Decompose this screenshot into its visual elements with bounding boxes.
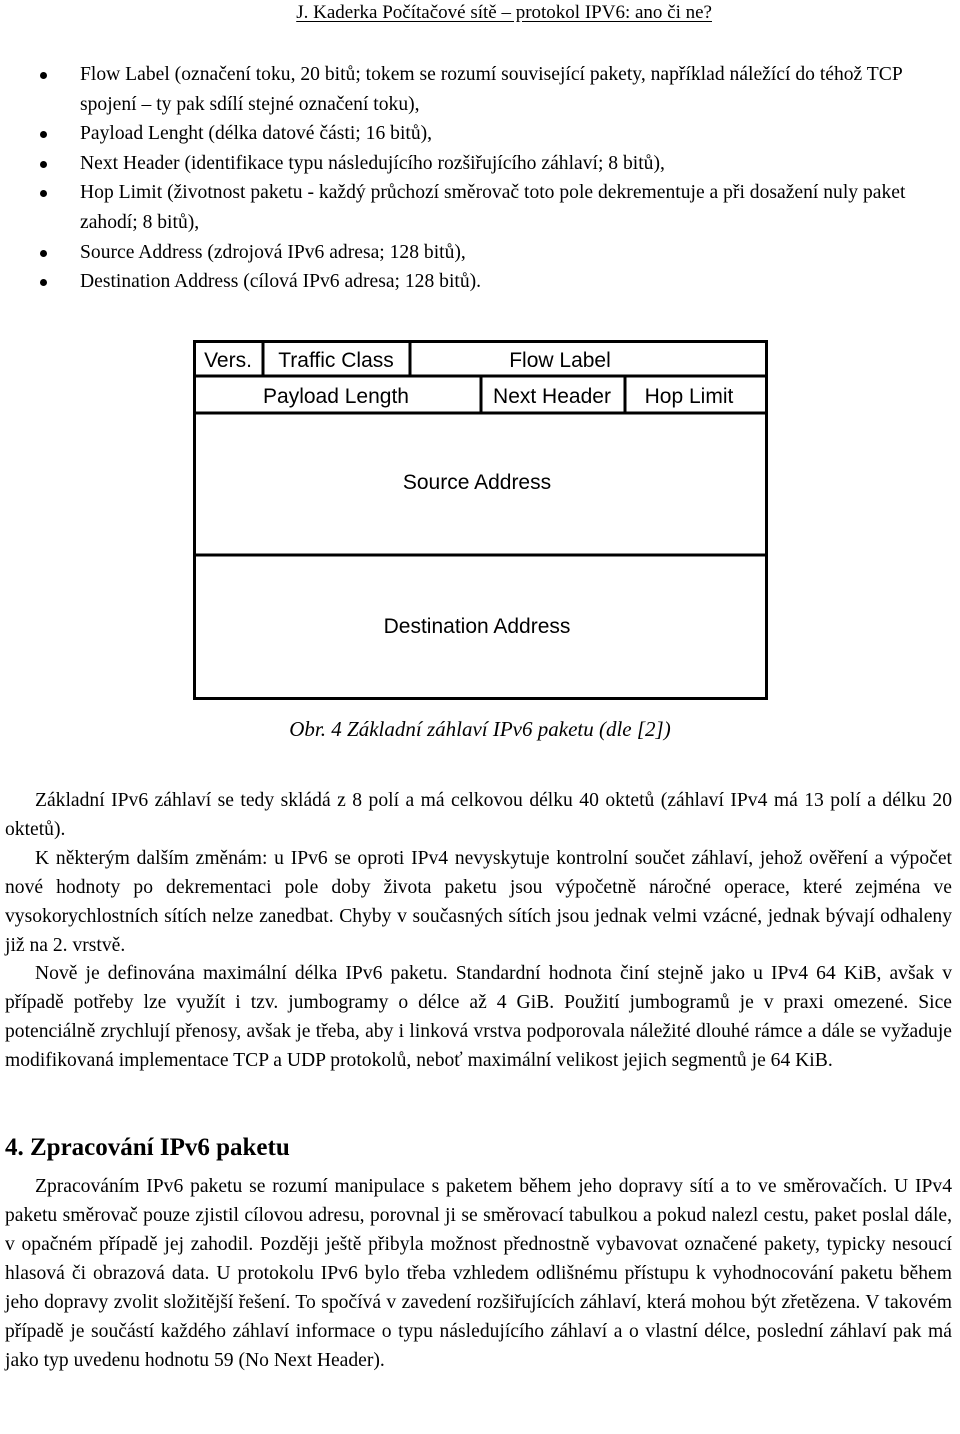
paragraph-checksum: K některým dalším změnám: u IPv6 se oproti IPv4 nevyskytuje kontrolní součet záhlaví, jehož ověření a výpočet nové hodnoty po dekrementaci pole doby života paketu jsou výpočetně náročné operace, které zejména ve vysokorychlostních sítích nelze zanedbat. Chyby v současných sítích jsou jednak velmi vzácné, jednak bývají odhaleny již na 2. vrstvě. [5, 848, 952, 956]
list-item-hop-limit: Hop Limit (životnost paketu - každý průchozí směrovač toto pole dekrementuje a při dosažení nuly paket zahodí; 8 bitů), [40, 178, 955, 237]
field-traffic-class: Traffic Class [278, 349, 394, 372]
paragraph-jumbograms: Nově je definována maximální délka IPv6 paketu. Standardní hodnota činí stejně jako u IPv4 64 KiB, avšak v případě potřeby lze využít i tzv. jumbogramy o délce až 4 GiB. Použití jumbogramů je v praxi omezené. Sice potenciálně zrychlují přenosy, avšak je třeba, aby i linková vrstva podporovala náležité dlouhé rámce a dále se vyžaduje modifikovaná implementace TCP a UDP protokolů, neboť maximální velikost jejich segmentů je 64 KiB. [5, 963, 952, 1071]
field-version: Vers. [204, 349, 252, 372]
running-header: J. Kaderka Počítačové sítě – protokol IPV6: ano či ne? [296, 2, 712, 23]
paragraph-processing: Zpracováním IPv6 paketu se rozumí manipulace s paketem během jeho dopravy sítí a to ve směrovačích. U IPv4 paketu směrovač pouze zjistil cílovou adresu, porovnal ji se směrovací tabulkou a pokud nalezl cestu, paket poslal dále, v opačném případě jej zahodil. Později ještě přibyla možnost přednostně vybavovat označené pakety, typicky nesoucí hlasová či obrazová data. U protokolu IPv6 bylo třeba vzhledem odlišnému přístupu k vyhodnocování paketu během jeho dopravy zvolit složitější řešení. To spočívá v zavedení rozšiřujících záhlaví, která mohou být zřetězena. V takovém případě je součástí každého záhlaví informace o typu následujícího záhlaví a o vlastní délce, poslední záhlaví pak má jako typ uvedenu hodnotu 59 (No Next Header). [5, 1176, 952, 1371]
field-hop-limit: Hop Limit [644, 385, 734, 408]
ipv6-header-diagram [193, 340, 768, 700]
field-source-address: Source Address [402, 471, 552, 494]
field-destination-address: Destination Address [383, 615, 571, 638]
list-item-next-header: Next Header (identifikace typu následujícího rozšiřujícího záhlaví; 8 bitů), [40, 149, 955, 179]
list-item-destination-address: Destination Address (cílová IPv6 adresa; 128 bitů). [40, 267, 955, 297]
field-payload-length: Payload Length [263, 385, 409, 408]
field-next-header: Next Header [493, 385, 611, 408]
field-flow-label: Flow Label [509, 349, 611, 372]
section-heading: 4. Zpracování IPv6 paketu [5, 1134, 290, 1161]
list-item-payload-length: Payload Lenght (délka datové části; 16 bitů), [40, 119, 955, 149]
list-item-flow-label: Flow Label (označení toku, 20 bitů; tokem se rozumí související pakety, například náležící do téhož TCP spojení – ty pak sdílí stejné označení toku), [40, 60, 955, 119]
ipv6-field-list [40, 60, 955, 297]
figure-caption: Obr. 4 Základní záhlaví IPv6 paketu (dle [2]) [289, 717, 671, 741]
paragraph-header-summary: Základní IPv6 záhlaví se tedy skládá z 8 polí a má celkovou délku 40 oktetů (záhlaví IPv4 má 13 polí a délku 20 oktetů). [5, 790, 952, 840]
list-item-source-address: Source Address (zdrojová IPv6 adresa; 128 bitů), [40, 238, 955, 268]
